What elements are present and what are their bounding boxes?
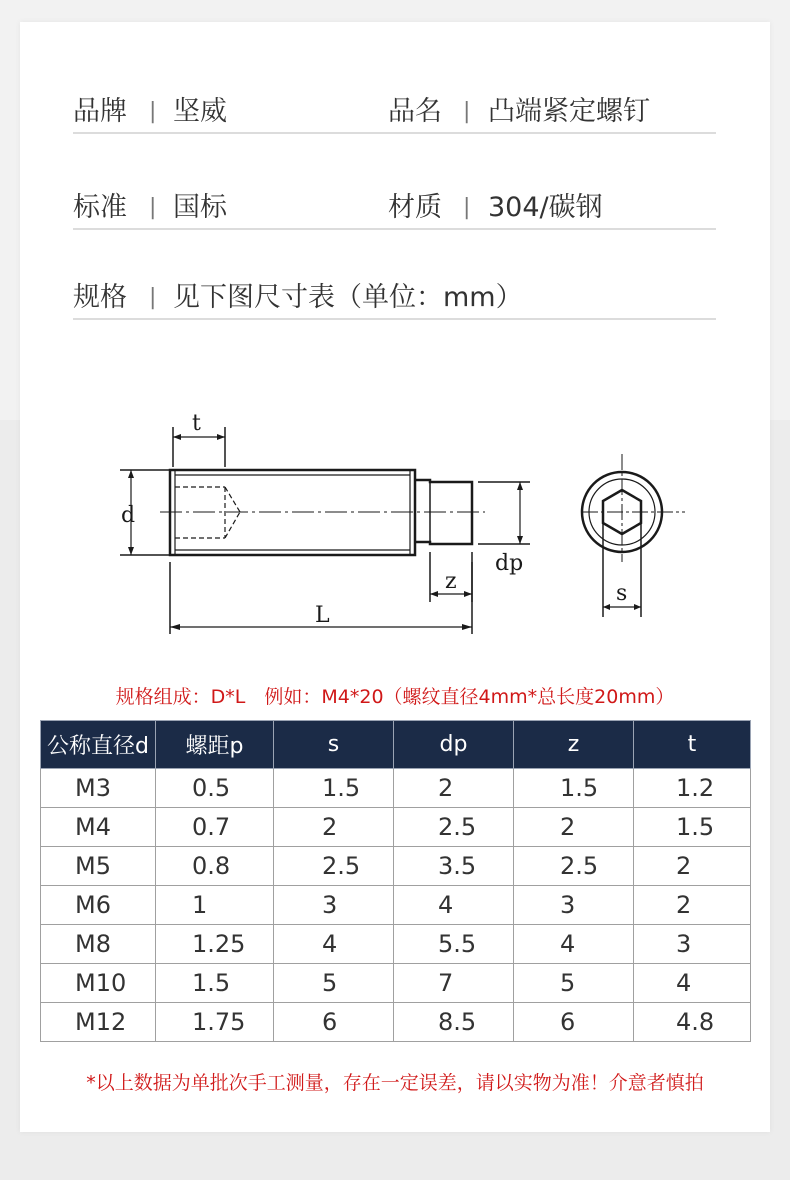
standard-value: 国标	[173, 192, 227, 223]
table-cell: 7	[394, 964, 514, 1003]
table-cell: 2	[274, 808, 394, 847]
table-cell: M5	[41, 847, 156, 886]
separator: |	[149, 99, 157, 124]
table-header: s	[274, 721, 394, 769]
label-s: s	[616, 581, 628, 606]
table-cell: 5	[274, 964, 394, 1003]
table-cell: M6	[41, 886, 156, 925]
table-cell: 2	[394, 769, 514, 808]
size-table	[40, 720, 751, 1042]
table-cell: 4.8	[634, 1003, 751, 1042]
table-cell: 6	[274, 1003, 394, 1042]
table-cell: 8.5	[394, 1003, 514, 1042]
table-cell: 0.8	[156, 847, 274, 886]
spec-row-spec	[73, 278, 716, 320]
table-row	[41, 847, 751, 886]
brand-value: 坚威	[173, 96, 227, 127]
table-row	[41, 808, 751, 847]
name-value: 凸端紧定螺钉	[488, 96, 650, 127]
spec-formula: 规格组成：D*L 例如：M4*20（螺纹直径4mm*总长度20mm）	[115, 686, 675, 708]
table-cell: 3.5	[394, 847, 514, 886]
table-cell: 4	[274, 925, 394, 964]
standard-label: 标准	[73, 192, 127, 223]
table-cell: 6	[514, 1003, 634, 1042]
table-cell: M8	[41, 925, 156, 964]
table-cell: 4	[394, 886, 514, 925]
table-cell: 2.5	[394, 808, 514, 847]
label-z: z	[445, 569, 457, 594]
table-cell: 2.5	[514, 847, 634, 886]
spec-row-standard	[73, 188, 716, 230]
separator: |	[149, 285, 157, 310]
table-header: z	[514, 721, 634, 769]
table-cell: 5	[514, 964, 634, 1003]
brand-label: 品牌	[73, 96, 127, 127]
table-header: 公称直径d	[41, 721, 156, 769]
table-cell: 2.5	[274, 847, 394, 886]
table-row	[41, 925, 751, 964]
table-row	[41, 886, 751, 925]
table-cell: 1.5	[274, 769, 394, 808]
table-cell: 0.5	[156, 769, 274, 808]
table-header: 螺距p	[156, 721, 274, 769]
separator: |	[149, 195, 157, 220]
table-row	[41, 769, 751, 808]
table-cell: 0.7	[156, 808, 274, 847]
table-cell: 5.5	[394, 925, 514, 964]
table-cell: M4	[41, 808, 156, 847]
label-dp: dp	[495, 551, 524, 576]
table-cell: M12	[41, 1003, 156, 1042]
spec-value: 见下图尺寸表（单位：mm）	[173, 282, 523, 313]
table-cell: 3	[514, 886, 634, 925]
table-cell: M3	[41, 769, 156, 808]
table-cell: 2	[634, 886, 751, 925]
table-cell: 3	[634, 925, 751, 964]
table-cell: 1.75	[156, 1003, 274, 1042]
table-cell: 2	[514, 808, 634, 847]
material-label: 材质	[388, 192, 442, 223]
table-header: t	[634, 721, 751, 769]
label-d: d	[121, 503, 136, 528]
table-header-row	[41, 721, 751, 769]
spec-row-brand	[73, 92, 716, 134]
table-cell: 1.2	[634, 769, 751, 808]
table-cell: 4	[514, 925, 634, 964]
spec-label: 规格	[73, 282, 127, 313]
table-cell: 3	[274, 886, 394, 925]
table-row	[41, 1003, 751, 1042]
label-L: L	[315, 603, 330, 628]
disclaimer-note: *以上数据为单批次手工测量，存在一定误差，请以实物为准！介意者慎拍	[86, 1072, 704, 1094]
label-t: t	[192, 411, 201, 436]
table-cell: M10	[41, 964, 156, 1003]
separator: |	[463, 99, 471, 124]
table-header: dp	[394, 721, 514, 769]
table-cell: 2	[634, 847, 751, 886]
table-cell: 1.25	[156, 925, 274, 964]
table-cell: 4	[634, 964, 751, 1003]
material-value: 304/碳钢	[488, 192, 603, 223]
separator: |	[463, 195, 471, 220]
table-cell: 1.5	[156, 964, 274, 1003]
product-card	[20, 22, 770, 1132]
table-row	[41, 964, 751, 1003]
name-label: 品名	[388, 96, 442, 127]
screw-drawing	[20, 382, 770, 652]
table-cell: 1.5	[514, 769, 634, 808]
table-cell: 1.5	[634, 808, 751, 847]
table-cell: 1	[156, 886, 274, 925]
